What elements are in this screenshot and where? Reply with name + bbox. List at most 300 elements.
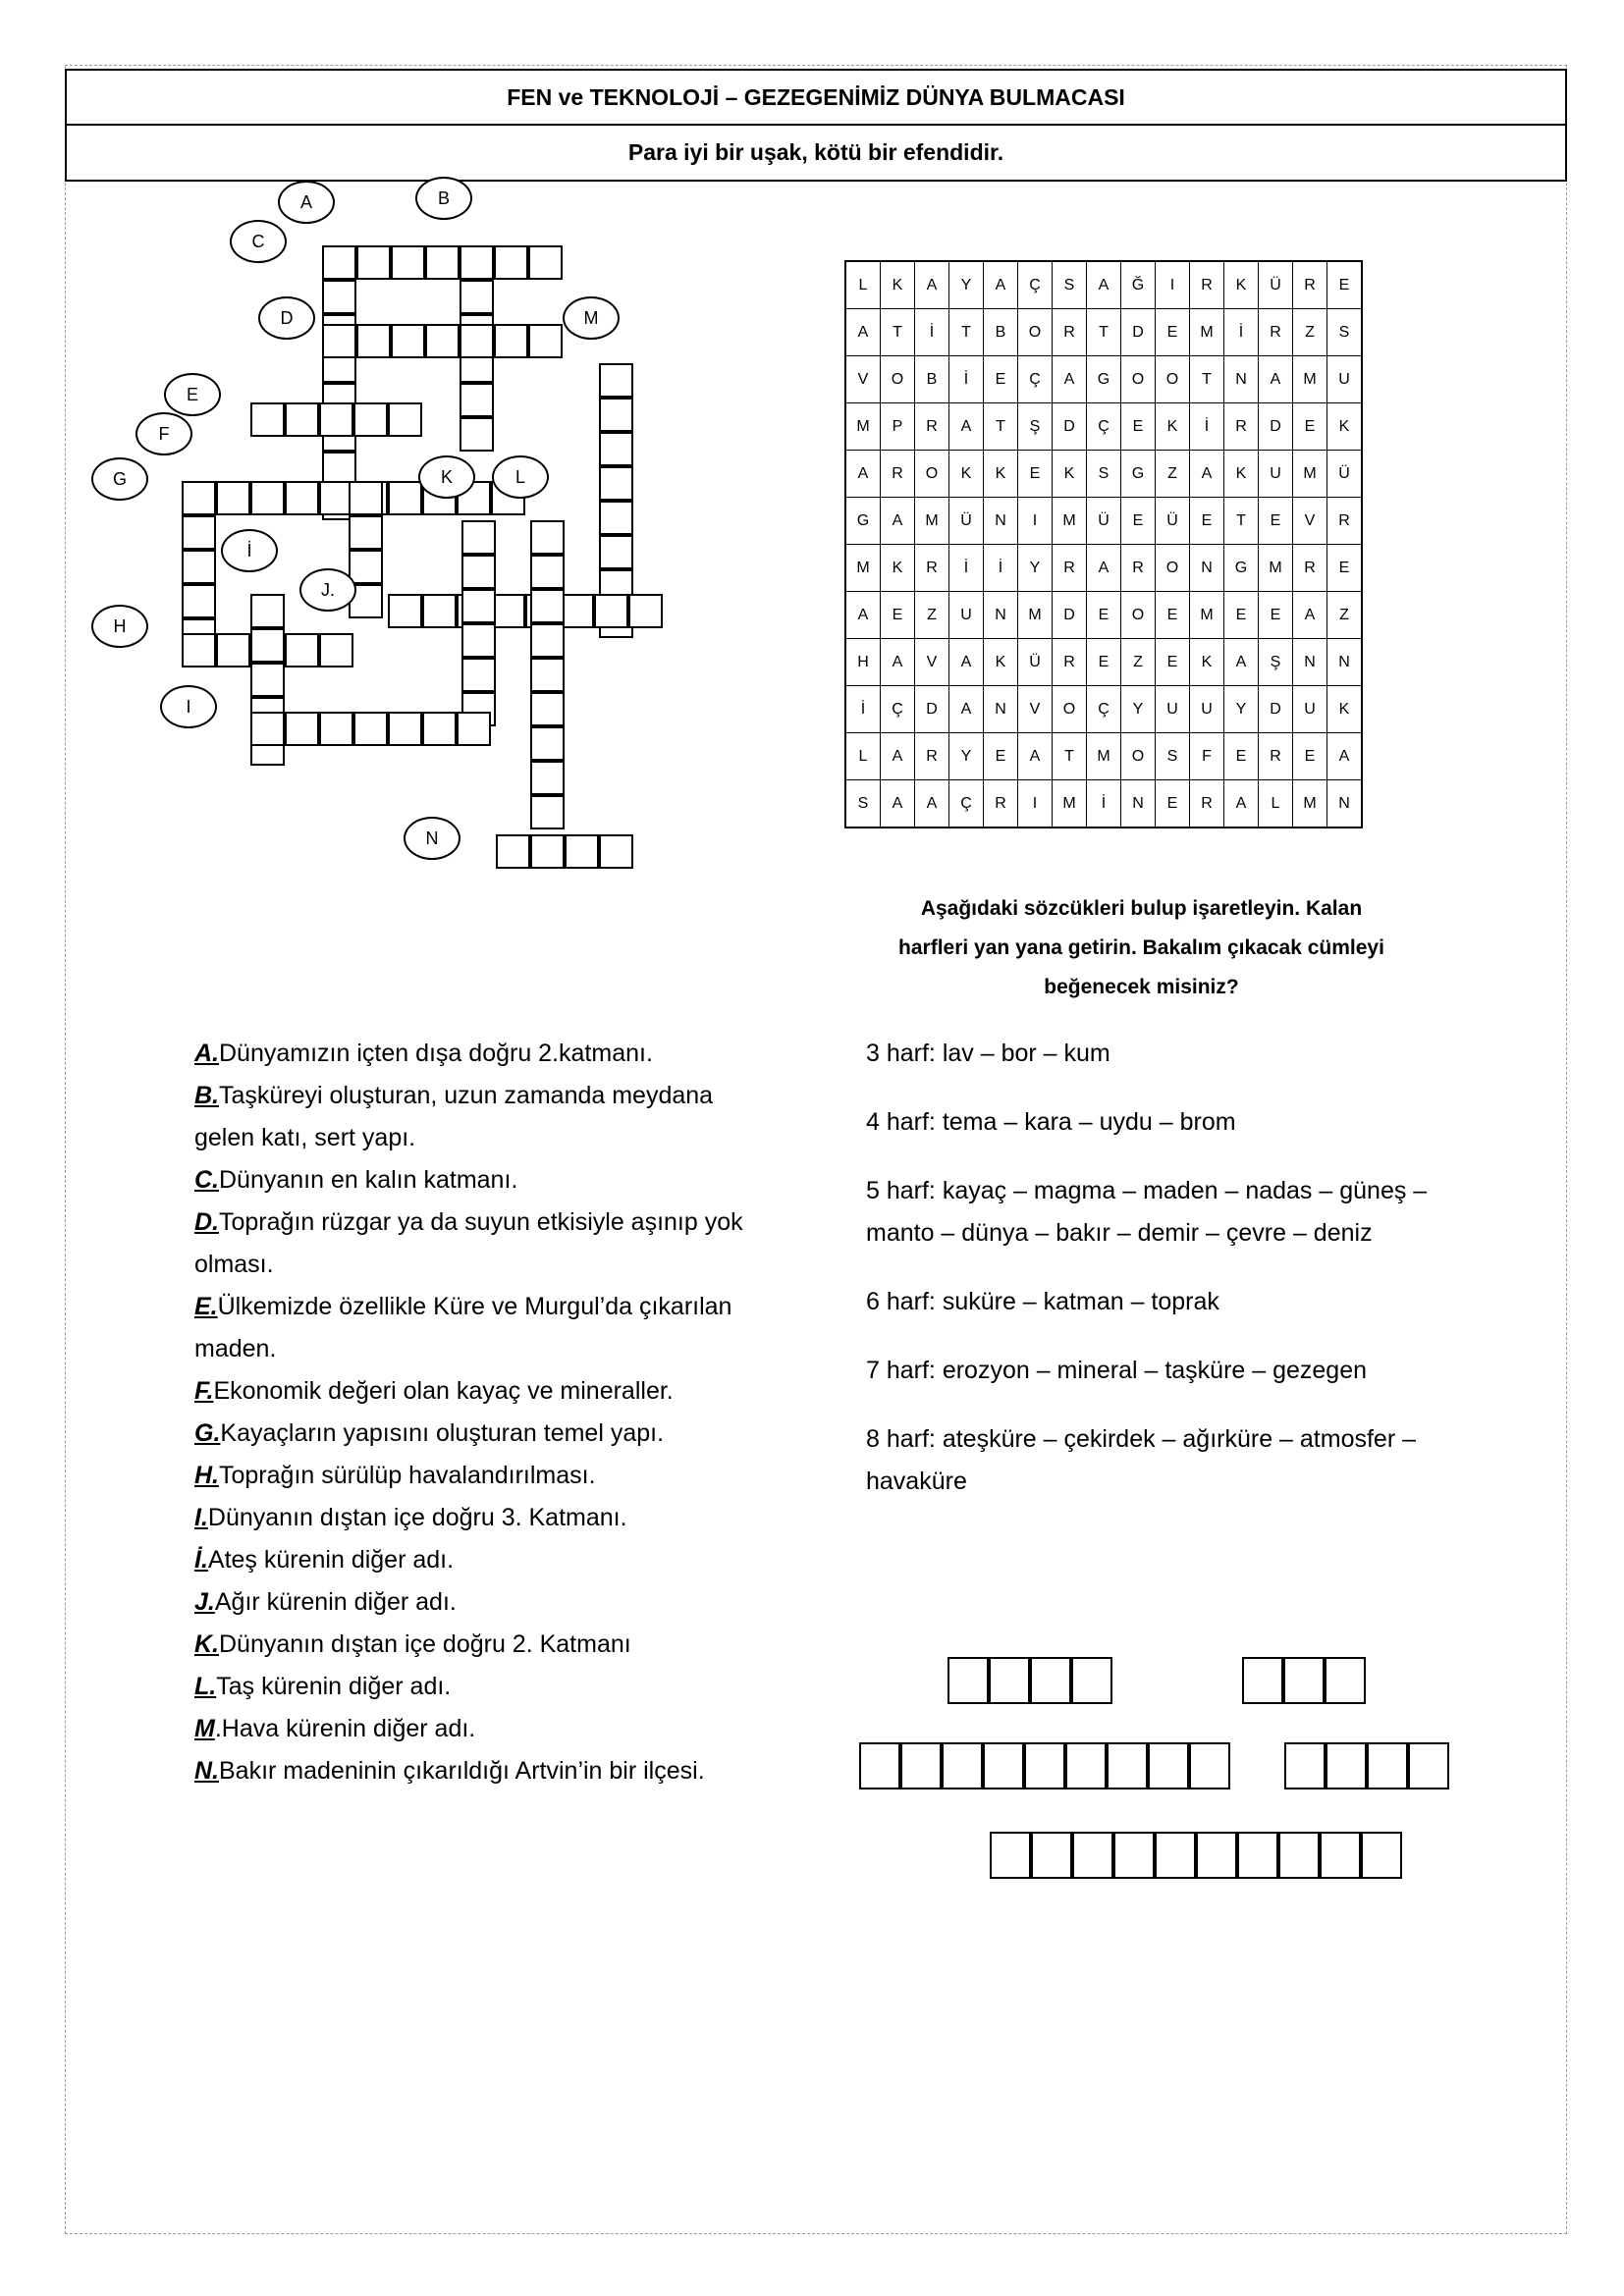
word-search-cell[interactable]: D xyxy=(1053,592,1087,639)
word-search-cell[interactable]: N xyxy=(1327,780,1363,828)
word-search-cell[interactable]: E xyxy=(1087,592,1121,639)
crossword-cell[interactable] xyxy=(530,555,565,589)
crossword-cell[interactable] xyxy=(530,658,565,692)
word-search-cell[interactable]: A xyxy=(1190,451,1224,498)
word-search-cell[interactable]: İ xyxy=(845,686,881,733)
word-search-cell[interactable]: N xyxy=(1293,639,1327,686)
crossword-cell[interactable] xyxy=(461,589,496,623)
word-search-cell[interactable]: İ xyxy=(1190,403,1224,451)
word-search-cell[interactable]: A xyxy=(881,639,915,686)
word-search-cell[interactable]: R xyxy=(1259,309,1293,356)
crossword-cell[interactable] xyxy=(460,383,494,417)
word-search-cell[interactable]: A xyxy=(881,733,915,780)
word-search-cell[interactable]: E xyxy=(1156,592,1190,639)
crossword-cell[interactable] xyxy=(528,324,563,358)
word-search-cell[interactable]: A xyxy=(1224,639,1259,686)
word-search-cell[interactable]: F xyxy=(1190,733,1224,780)
answer-letter-box[interactable] xyxy=(1030,1657,1071,1704)
word-search-row xyxy=(845,592,1362,639)
crossword-cell[interactable] xyxy=(285,481,319,515)
crossword-cell[interactable] xyxy=(322,324,356,358)
answer-letter-box[interactable] xyxy=(1024,1742,1065,1789)
answer-letter-box[interactable] xyxy=(859,1742,900,1789)
answer-letter-box[interactable] xyxy=(1196,1832,1237,1879)
word-search-cell[interactable]: E xyxy=(881,592,915,639)
crossword-cell[interactable] xyxy=(250,402,285,437)
crossword-cell[interactable] xyxy=(599,363,633,398)
word-search-cell[interactable]: A xyxy=(1053,356,1087,403)
word-search-cell[interactable]: D xyxy=(1259,403,1293,451)
word-search-cell[interactable]: R xyxy=(1293,261,1327,309)
crossword-cell[interactable] xyxy=(250,712,285,746)
crossword-cell[interactable] xyxy=(530,692,565,726)
crossword-label-9: L xyxy=(492,455,549,499)
word-search-cell[interactable]: O xyxy=(1053,686,1087,733)
word-search-cell[interactable]: A xyxy=(915,261,949,309)
word-search-cell[interactable]: A xyxy=(984,261,1018,309)
crossword-cell[interactable] xyxy=(182,584,216,618)
word-search-cell[interactable]: K xyxy=(1156,403,1190,451)
answer-letter-box[interactable] xyxy=(1325,1657,1366,1704)
crossword-label-4: M xyxy=(563,296,620,340)
word-search-cell[interactable]: M xyxy=(1293,451,1327,498)
answer-letter-box[interactable] xyxy=(1320,1832,1361,1879)
answer-letter-box[interactable] xyxy=(1242,1657,1283,1704)
word-search-cell[interactable]: V xyxy=(845,356,881,403)
answer-letter-box[interactable] xyxy=(1189,1742,1230,1789)
word-search-cell[interactable]: A xyxy=(845,592,881,639)
word-search-cell[interactable]: R xyxy=(1224,403,1259,451)
word-search-cell[interactable]: A xyxy=(881,780,915,828)
word-search-cell[interactable]: D xyxy=(1121,309,1156,356)
crossword-cell[interactable] xyxy=(599,535,633,569)
word-search-row xyxy=(845,498,1362,545)
answer-letter-box[interactable] xyxy=(1107,1742,1148,1789)
crossword-cell[interactable] xyxy=(460,280,494,314)
crossword-cell[interactable] xyxy=(599,398,633,432)
word-search-cell[interactable]: Ü xyxy=(1259,261,1293,309)
word-search-cell[interactable]: V xyxy=(1293,498,1327,545)
word-search-cell[interactable]: E xyxy=(1327,261,1363,309)
crossword-cell[interactable] xyxy=(528,245,563,280)
word-search-cell[interactable]: R xyxy=(1190,261,1224,309)
word-search-cell[interactable]: O xyxy=(1121,733,1156,780)
crossword-cell[interactable] xyxy=(182,633,216,667)
word-search-cell[interactable]: Z xyxy=(1293,309,1327,356)
word-search-cell[interactable]: R xyxy=(915,545,949,592)
word-search-cell[interactable]: M xyxy=(1190,309,1224,356)
answer-letter-box[interactable] xyxy=(983,1742,1024,1789)
word-search-cell[interactable]: A xyxy=(915,780,949,828)
word-search-cell[interactable]: R xyxy=(1121,545,1156,592)
word-search-cell[interactable]: I xyxy=(1018,780,1053,828)
word-search-cell[interactable]: K xyxy=(1190,639,1224,686)
crossword-cell[interactable] xyxy=(319,633,353,667)
word-search-cell[interactable]: İ xyxy=(915,309,949,356)
word-search-cell[interactable]: L xyxy=(845,733,881,780)
word-search-cell[interactable]: K xyxy=(881,545,915,592)
word-search-cell[interactable]: M xyxy=(1053,780,1087,828)
clue-item xyxy=(194,1581,774,1624)
crossword-cell[interactable] xyxy=(216,633,250,667)
answer-letter-box[interactable] xyxy=(1031,1832,1072,1879)
word-search-cell[interactable]: Z xyxy=(1121,639,1156,686)
word-search-cell[interactable]: A xyxy=(1087,545,1121,592)
word-search-cell[interactable]: R xyxy=(915,733,949,780)
word-search-cell[interactable]: A xyxy=(1087,261,1121,309)
word-search-cell[interactable]: M xyxy=(1293,780,1327,828)
word-search-cell[interactable]: O xyxy=(881,356,915,403)
crossword-label-11: J. xyxy=(299,568,356,612)
crossword-cell[interactable] xyxy=(356,324,391,358)
word-search-cell[interactable]: E xyxy=(1018,451,1053,498)
word-search-cell[interactable]: T xyxy=(881,309,915,356)
word-search-cell[interactable]: M xyxy=(1293,356,1327,403)
word-search-cell[interactable]: N xyxy=(984,686,1018,733)
word-search-cell[interactable]: G xyxy=(1121,451,1156,498)
answer-letter-box[interactable] xyxy=(1408,1742,1449,1789)
crossword-cell[interactable] xyxy=(250,628,285,663)
word-search-cell[interactable]: R xyxy=(1327,498,1363,545)
word-search-cell[interactable]: E xyxy=(1087,639,1121,686)
answer-letter-box[interactable] xyxy=(989,1657,1030,1704)
word-search-cell[interactable]: N xyxy=(1121,780,1156,828)
word-search-cell[interactable]: T xyxy=(1190,356,1224,403)
word-search-cell[interactable]: Ç xyxy=(1087,403,1121,451)
word-search-cell[interactable]: M xyxy=(1087,733,1121,780)
clue-item xyxy=(194,1666,774,1708)
crossword-cell[interactable] xyxy=(530,520,565,555)
word-search-cell[interactable]: İ xyxy=(949,545,984,592)
word-search-cell[interactable]: K xyxy=(1327,403,1363,451)
word-search-cell[interactable]: E xyxy=(1156,309,1190,356)
crossword-cell[interactable] xyxy=(599,834,633,869)
word-search-cell[interactable]: N xyxy=(984,498,1018,545)
crossword-cell[interactable] xyxy=(461,555,496,589)
word-search-cell[interactable]: L xyxy=(1259,780,1293,828)
word-search-cell[interactable]: E xyxy=(1327,545,1363,592)
word-search-cell[interactable]: E xyxy=(1156,639,1190,686)
word-search-cell[interactable]: Z xyxy=(1327,592,1363,639)
crossword-cell[interactable] xyxy=(460,324,494,358)
word-search-cell[interactable]: O xyxy=(1156,545,1190,592)
answer-letter-box[interactable] xyxy=(1065,1742,1107,1789)
crossword-cell[interactable] xyxy=(530,589,565,623)
crossword-cell[interactable] xyxy=(530,834,565,869)
word-search-cell[interactable]: T xyxy=(1224,498,1259,545)
word-search-cell[interactable]: R xyxy=(1190,780,1224,828)
word-search-cell[interactable]: U xyxy=(1327,356,1363,403)
crossword-cell[interactable] xyxy=(356,245,391,280)
crossword-cell[interactable] xyxy=(391,324,425,358)
word-search-cell[interactable]: E xyxy=(1259,498,1293,545)
crossword-cell[interactable] xyxy=(496,834,530,869)
word-search-cell[interactable]: D xyxy=(915,686,949,733)
clue-key: N. xyxy=(194,1757,219,1785)
answer-letter-box[interactable] xyxy=(1072,1832,1113,1879)
word-search-cell[interactable]: I xyxy=(1018,498,1053,545)
answer-letter-box[interactable] xyxy=(1284,1742,1326,1789)
word-search-cell[interactable]: R xyxy=(1053,639,1087,686)
word-search-cell[interactable]: A xyxy=(1327,733,1363,780)
word-search-cell[interactable]: M xyxy=(1259,545,1293,592)
crossword-cell[interactable] xyxy=(182,515,216,550)
word-search-cell[interactable]: T xyxy=(1087,309,1121,356)
word-search-cell[interactable]: Y xyxy=(949,733,984,780)
answer-letter-box[interactable] xyxy=(1367,1742,1408,1789)
word-search-cell[interactable]: S xyxy=(1327,309,1363,356)
word-search-cell[interactable]: O xyxy=(915,451,949,498)
word-search-cell[interactable]: M xyxy=(1190,592,1224,639)
word-search-cell[interactable]: M xyxy=(1053,498,1087,545)
word-search-cell[interactable]: G xyxy=(1224,545,1259,592)
answer-letter-box[interactable] xyxy=(1237,1832,1278,1879)
word-search-cell[interactable]: K xyxy=(881,261,915,309)
word-search-cell[interactable]: R xyxy=(915,403,949,451)
crossword-cell[interactable] xyxy=(388,594,422,628)
word-search-cell[interactable]: Ü xyxy=(1087,498,1121,545)
word-search-cell[interactable]: Y xyxy=(1224,686,1259,733)
word-search-cell[interactable]: I xyxy=(1156,261,1190,309)
word-search-cell[interactable]: A xyxy=(845,451,881,498)
word-search-cell[interactable]: Ü xyxy=(1327,451,1363,498)
word-search-cell[interactable]: E xyxy=(1121,498,1156,545)
crossword-cell[interactable] xyxy=(349,515,383,550)
clue-text: Taşküreyi oluşturan, uzun zamanda meydana gelen katı, sert yapı. xyxy=(194,1082,714,1151)
crossword-cell[interactable] xyxy=(425,245,460,280)
crossword-cell[interactable] xyxy=(250,594,285,628)
crossword-cell[interactable] xyxy=(565,834,599,869)
word-search-cell[interactable]: G xyxy=(1087,356,1121,403)
answer-letter-box[interactable] xyxy=(990,1832,1031,1879)
word-search-cell[interactable]: Ş xyxy=(1018,403,1053,451)
crossword-cell[interactable] xyxy=(530,623,565,658)
crossword-cell[interactable] xyxy=(216,481,250,515)
answer-letter-box[interactable] xyxy=(1155,1832,1196,1879)
word-search-cell[interactable]: M xyxy=(845,545,881,592)
word-search-cell[interactable]: E xyxy=(1121,403,1156,451)
crossword-cell[interactable] xyxy=(594,594,628,628)
word-search-cell[interactable]: M xyxy=(915,498,949,545)
word-search-cell[interactable]: Ü xyxy=(949,498,984,545)
crossword-cell[interactable] xyxy=(285,402,319,437)
clue-item xyxy=(194,1033,774,1075)
word-search-cell[interactable]: R xyxy=(984,780,1018,828)
crossword-cell[interactable] xyxy=(599,432,633,466)
crossword-cell[interactable] xyxy=(422,594,457,628)
answer-letter-box[interactable] xyxy=(1326,1742,1367,1789)
word-search-cell[interactable]: D xyxy=(1259,686,1293,733)
word-search-cell[interactable]: A xyxy=(1224,780,1259,828)
word-search-cell[interactable]: A xyxy=(881,498,915,545)
word-search-cell[interactable]: H xyxy=(845,639,881,686)
word-search-cell[interactable]: R xyxy=(881,451,915,498)
crossword-cell[interactable] xyxy=(349,481,383,515)
crossword-cell[interactable] xyxy=(349,550,383,584)
crossword-cell[interactable] xyxy=(285,712,319,746)
word-search-cell[interactable]: K xyxy=(984,639,1018,686)
word-search-cell[interactable]: M xyxy=(1018,592,1053,639)
crossword-cell[interactable] xyxy=(182,481,216,515)
word-search-cell[interactable]: O xyxy=(1121,356,1156,403)
word-search-cell[interactable]: İ xyxy=(949,356,984,403)
word-search-cell[interactable]: S xyxy=(845,780,881,828)
crossword-cell[interactable] xyxy=(460,245,494,280)
word-search-cell[interactable]: E xyxy=(1224,592,1259,639)
crossword-cell[interactable] xyxy=(391,245,425,280)
word-search-cell[interactable]: U xyxy=(1190,686,1224,733)
word-search-cell[interactable]: Ç xyxy=(1087,686,1121,733)
crossword-cell[interactable] xyxy=(250,481,285,515)
crossword-cell[interactable] xyxy=(460,417,494,452)
word-search-cell[interactable]: L xyxy=(845,261,881,309)
word-search-cell[interactable]: R xyxy=(1293,545,1327,592)
word-search-cell[interactable]: Y xyxy=(1121,686,1156,733)
word-search-cell[interactable]: T xyxy=(949,309,984,356)
crossword-cell[interactable] xyxy=(319,712,353,746)
word-search-cell[interactable]: Ü xyxy=(1018,639,1053,686)
crossword-cell[interactable] xyxy=(353,402,388,437)
word-search-cell[interactable]: Ç xyxy=(881,686,915,733)
crossword-cell[interactable] xyxy=(322,280,356,314)
crossword-cell[interactable] xyxy=(457,712,491,746)
answer-letter-box[interactable] xyxy=(1113,1832,1155,1879)
word-search-cell[interactable]: A xyxy=(1018,733,1053,780)
word-search-cell[interactable]: T xyxy=(1053,733,1087,780)
word-search-cell[interactable]: U xyxy=(1156,686,1190,733)
word-search-cell[interactable]: U xyxy=(1293,686,1327,733)
word-search-cell[interactable]: A xyxy=(845,309,881,356)
word-search-cell[interactable]: S xyxy=(1087,451,1121,498)
word-search-cell[interactable]: N xyxy=(1327,639,1363,686)
word-search-cell[interactable]: A xyxy=(1293,592,1327,639)
word-search-cell[interactable]: E xyxy=(984,733,1018,780)
word-search-cell[interactable]: V xyxy=(915,639,949,686)
instruction-line: beğenecek misiniz? xyxy=(1044,976,1239,998)
answer-letter-box[interactable] xyxy=(1283,1657,1325,1704)
crossword-cell[interactable] xyxy=(491,594,525,628)
word-search-cell[interactable]: B xyxy=(915,356,949,403)
word-search-cell[interactable]: Ş xyxy=(1259,639,1293,686)
word-search-cell[interactable]: K xyxy=(984,451,1018,498)
word-search-cell[interactable]: E xyxy=(1190,498,1224,545)
crossword-cell[interactable] xyxy=(422,712,457,746)
crossword-cell[interactable] xyxy=(285,633,319,667)
word-search-cell[interactable]: K xyxy=(1224,261,1259,309)
crossword-cell[interactable] xyxy=(182,550,216,584)
crossword-cell[interactable] xyxy=(494,324,528,358)
crossword-cell[interactable] xyxy=(560,594,594,628)
answer-letter-box[interactable] xyxy=(947,1657,989,1704)
word-search-cell[interactable]: N xyxy=(984,592,1018,639)
crossword-cell[interactable] xyxy=(388,481,422,515)
word-search-cell[interactable]: O xyxy=(1121,592,1156,639)
word-search-cell[interactable]: D xyxy=(1053,403,1087,451)
word-search-cell[interactable]: R xyxy=(1259,733,1293,780)
word-search-cell[interactable]: R xyxy=(1053,309,1087,356)
word-search-cell[interactable]: Ç xyxy=(949,780,984,828)
word-search-cell[interactable]: E xyxy=(1224,733,1259,780)
word-search-cell[interactable]: E xyxy=(1293,403,1327,451)
word-search-cell[interactable]: R xyxy=(1053,545,1087,592)
word-search-cell[interactable]: E xyxy=(1293,733,1327,780)
word-search-cell[interactable]: T xyxy=(984,403,1018,451)
word-search-cell[interactable]: Ç xyxy=(1018,356,1053,403)
word-search-cell[interactable]: Z xyxy=(915,592,949,639)
word-search-cell[interactable]: E xyxy=(1156,780,1190,828)
word-search-cell[interactable]: P xyxy=(881,403,915,451)
word-search-cell[interactable]: K xyxy=(1053,451,1087,498)
word-search-cell[interactable]: K xyxy=(1224,451,1259,498)
word-search-cell[interactable]: Y xyxy=(949,261,984,309)
answer-letter-box[interactable] xyxy=(1278,1832,1320,1879)
crossword-cell[interactable] xyxy=(353,712,388,746)
crossword-cell[interactable] xyxy=(322,245,356,280)
word-search-cell[interactable]: O xyxy=(1156,356,1190,403)
clue-item xyxy=(194,1413,774,1455)
crossword-cell[interactable] xyxy=(250,663,285,697)
crossword-cell[interactable] xyxy=(494,245,528,280)
crossword-cell[interactable] xyxy=(530,726,565,761)
word-search-cell[interactable]: E xyxy=(1259,592,1293,639)
word-search-cell[interactable]: S xyxy=(1053,261,1087,309)
word-search-cell[interactable]: Ü xyxy=(1156,498,1190,545)
word-search-cell[interactable]: İ xyxy=(1087,780,1121,828)
crossword-cell[interactable] xyxy=(461,658,496,692)
word-search-cell[interactable]: V xyxy=(1018,686,1053,733)
word-search-cell[interactable]: Ğ xyxy=(1121,261,1156,309)
word-search-cell[interactable]: M xyxy=(845,403,881,451)
word-search-cell[interactable]: N xyxy=(1224,356,1259,403)
word-search-cell[interactable]: Z xyxy=(1156,451,1190,498)
crossword-cell[interactable] xyxy=(628,594,663,628)
word-search-cell[interactable]: Y xyxy=(1018,545,1053,592)
answer-letter-box[interactable] xyxy=(1148,1742,1189,1789)
word-search-cell[interactable]: G xyxy=(845,498,881,545)
word-search-cell[interactable]: İ xyxy=(984,545,1018,592)
word-search-cell[interactable]: O xyxy=(1018,309,1053,356)
answer-letter-box[interactable] xyxy=(900,1742,942,1789)
word-search-cell[interactable]: S xyxy=(1156,733,1190,780)
answer-letter-box[interactable] xyxy=(942,1742,983,1789)
crossword-cell[interactable] xyxy=(319,402,353,437)
word-search-cell[interactable]: İ xyxy=(1224,309,1259,356)
crossword-cell[interactable] xyxy=(599,466,633,501)
word-search-cell[interactable]: A xyxy=(949,639,984,686)
word-search-cell[interactable]: B xyxy=(984,309,1018,356)
crossword-cell[interactable] xyxy=(599,501,633,535)
crossword-cell[interactable] xyxy=(461,520,496,555)
crossword-cell[interactable] xyxy=(388,402,422,437)
word-search-cell[interactable]: U xyxy=(949,592,984,639)
answer-letter-box[interactable] xyxy=(1361,1832,1402,1879)
crossword-cell[interactable] xyxy=(425,324,460,358)
word-search-cell[interactable]: E xyxy=(984,356,1018,403)
word-search-cell[interactable]: A xyxy=(949,686,984,733)
crossword-cell[interactable] xyxy=(461,623,496,658)
word-search-cell[interactable]: K xyxy=(1327,686,1363,733)
word-search-cell[interactable]: U xyxy=(1259,451,1293,498)
word-search-cell[interactable]: N xyxy=(1190,545,1224,592)
crossword-cell[interactable] xyxy=(530,795,565,829)
crossword-cell[interactable] xyxy=(388,712,422,746)
crossword-cell[interactable] xyxy=(530,761,565,795)
answer-letter-box[interactable] xyxy=(1071,1657,1112,1704)
word-search-cell[interactable]: K xyxy=(949,451,984,498)
word-search-cell[interactable]: A xyxy=(949,403,984,451)
word-search-cell[interactable]: Ç xyxy=(1018,261,1053,309)
word-search-cell[interactable]: A xyxy=(1259,356,1293,403)
